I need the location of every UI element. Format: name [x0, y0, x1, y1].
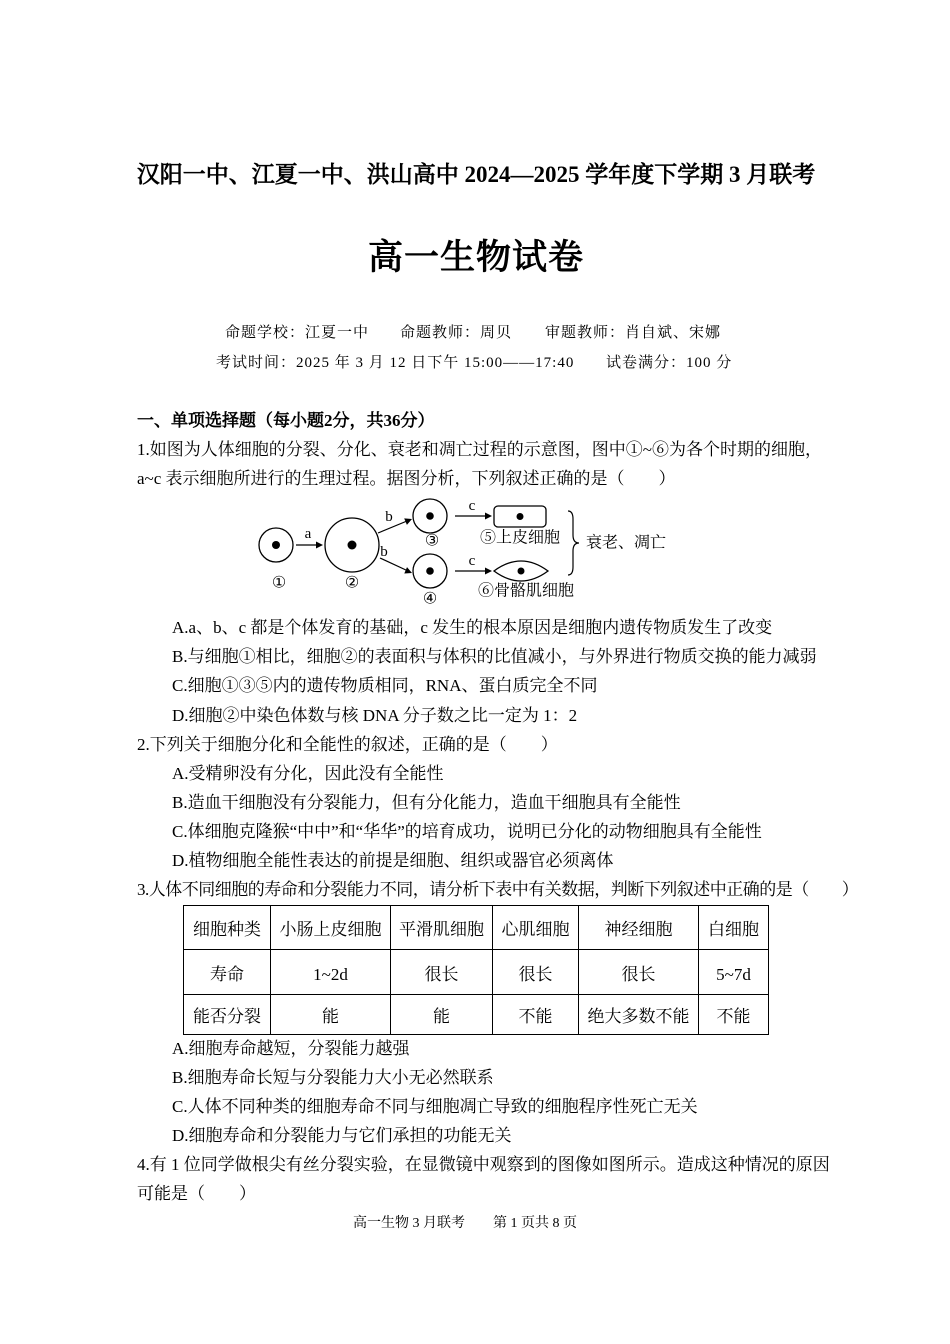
arrow-c-lower-head — [485, 568, 492, 575]
question-1-stem-line-1: 1.如图为人体细胞的分裂、分化、衰老和凋亡过程的示意图，图中①~⑥为各个时期的细胞， — [137, 440, 822, 459]
table-cell: 1~2d — [271, 950, 391, 995]
cell-3-nucleus — [426, 512, 434, 520]
exam-time: 考试时间：2025 年 3 月 12 日下午 15:00——17:40 — [216, 355, 575, 371]
question-1-stem-line-2: a~c 表示细胞所进行的生理过程。据图分析，下列叙述正确的是（ ） — [137, 469, 676, 488]
question-2-option-d: D.植物细胞全能性表达的前提是细胞、组织或器官必须离体 — [172, 851, 614, 870]
cell-1-nucleus — [272, 541, 280, 549]
question-2-option-a: A.受精卵没有分化，因此没有全能性 — [172, 764, 444, 783]
table-cell: 寿命 — [184, 950, 271, 995]
cell-1-label: ① — [271, 574, 287, 592]
process-b-upper-label: b — [385, 509, 393, 525]
table-cell: 能 — [271, 995, 391, 1035]
table-cell: 不能 — [493, 995, 579, 1035]
cell-5-nucleus — [517, 513, 524, 520]
process-c-upper-label: c — [468, 498, 476, 514]
question-4-stem-line-1: 4.有 1 位同学做根尖有丝分裂实验，在显微镜中观察到的图像如图所示。造成这种情况的原因 — [137, 1155, 830, 1174]
fate-label: 衰老、凋亡 — [586, 534, 667, 552]
question-4-stem-line-2: 可能是（ ） — [137, 1184, 256, 1203]
cell-4-label: ④ — [422, 590, 438, 608]
cell-5-label: ⑤上皮细胞 — [480, 529, 561, 547]
table-cell: 5~7d — [699, 950, 769, 995]
table-cell: 绝大多数不能 — [579, 995, 699, 1035]
cell-6-nucleus — [518, 568, 525, 575]
arrow-a-head — [316, 542, 323, 549]
cell-3-label: ③ — [424, 532, 440, 550]
table-cell: 能否分裂 — [184, 995, 271, 1035]
table-cell: 很长 — [579, 950, 699, 995]
table-header-cell: 细胞种类 — [184, 906, 271, 950]
table-cell: 很长 — [493, 950, 579, 995]
question-1-option-a: A.a、b、c 都是个体发育的基础，c 发生的根本原因是细胞内遗传物质发生了改变 — [172, 618, 773, 637]
figure-1-cell-diagram — [250, 495, 690, 610]
question-1-option-b: B.与细胞①相比，细胞②的表面积与体积的比值减小，与外界进行物质交换的能力减弱 — [172, 647, 817, 666]
cell-4-nucleus — [426, 567, 434, 575]
process-a-label: a — [304, 526, 312, 542]
setter-school: 命题学校：江夏一中 — [225, 325, 370, 341]
arrow-c-upper-head — [485, 513, 492, 520]
question-3-option-a: A.细胞寿命越短，分裂能力越强 — [172, 1039, 410, 1058]
question-1-option-d: D.细胞②中染色体数与核 DNA 分子数之比一定为 1：2 — [172, 706, 578, 725]
question-3-stem: 3.人体不同细胞的寿命和分裂能力不同，请分析下表中有关数据，判断下列叙述中正确的是（ ） — [137, 880, 859, 899]
exam-title: 汉阳一中、江夏一中、洪山高中 2024—2025 学年度下学期 3 月联考 — [136, 162, 816, 187]
table-cell: 能 — [391, 995, 493, 1035]
question-3-option-b: B.细胞寿命长短与分裂能力大小无必然联系 — [172, 1068, 494, 1087]
table-header-cell: 白细胞 — [699, 906, 769, 950]
table-header-cell: 平滑肌细胞 — [391, 906, 493, 950]
cell-6-label: ⑥骨骼肌细胞 — [478, 582, 575, 600]
reviewer: 审题教师：肖自斌、宋娜 — [545, 325, 722, 341]
table-cell: 不能 — [699, 995, 769, 1035]
question-1-option-c: C.细胞①③⑤内的遗传物质相同，RNA、蛋白质完全不同 — [172, 676, 598, 695]
table-header-cell: 小肠上皮细胞 — [271, 906, 391, 950]
process-c-lower-label: c — [468, 553, 476, 569]
process-b-lower-label: b — [380, 544, 388, 560]
full-score: 试卷满分：100 分 — [606, 355, 733, 371]
right-brace — [568, 511, 579, 575]
cell-2-label: ② — [344, 574, 360, 592]
cell-lifespan-table — [183, 905, 769, 1035]
setter-teacher: 命题教师：周贝 — [400, 325, 513, 341]
table-header-cell: 心肌细胞 — [493, 906, 579, 950]
question-2-option-b: B.造血干细胞没有分裂能力，但有分化能力，造血干细胞具有全能性 — [172, 793, 681, 812]
paper-title: 高一生物试卷 — [367, 238, 584, 277]
page-footer: 高一生物 3 月联考 第 1 页共 8 页 — [353, 1216, 577, 1231]
question-2-option-c: C.体细胞克隆猴“中中”和“华华”的培育成功，说明已分化的动物细胞具有全能性 — [172, 822, 762, 841]
table-cell: 很长 — [391, 950, 493, 995]
question-2-stem: 2.下列关于细胞分化和全能性的叙述，正确的是（ ） — [137, 735, 558, 754]
question-3-option-d: D.细胞寿命和分裂能力与它们承担的功能无关 — [172, 1126, 512, 1145]
question-3-option-c: C.人体不同种类的细胞寿命不同与细胞凋亡导致的细胞程序性死亡无关 — [172, 1097, 698, 1116]
cell-2-nucleus — [348, 541, 357, 550]
table-row-division — [184, 995, 769, 1035]
table-row-lifespan — [184, 950, 769, 995]
table-header-cell: 神经细胞 — [579, 906, 699, 950]
section-title: 一、单项选择题（每小题2分，共36分） — [137, 411, 435, 430]
table-header-row — [184, 906, 769, 950]
